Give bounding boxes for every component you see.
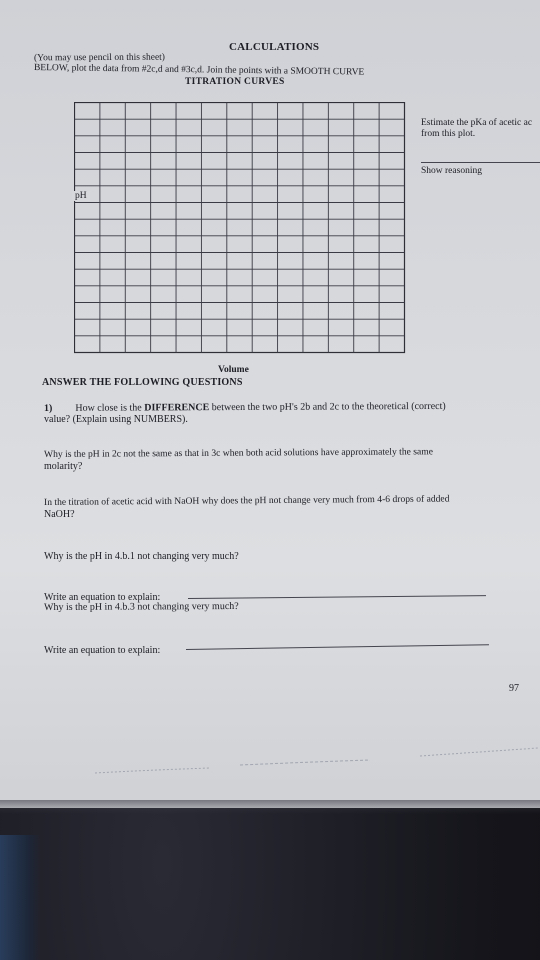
question-3: In the titration of acetic acid with NaOH why does the pH not change very much from 4-6 drops of added: [43, 493, 450, 508]
answer-line-equation-1: [188, 595, 486, 599]
blue-object-edge: [0, 835, 40, 960]
answer-line-equation-2: [186, 644, 489, 650]
pencil-note: (You may use pencil on this sheet): [33, 52, 165, 64]
x-axis-label: Volume: [218, 365, 249, 375]
question-3-line2: NaOH?: [44, 509, 75, 520]
page-bottom-edge: [0, 800, 540, 814]
graph-subtitle: TITRATION CURVES: [185, 77, 285, 87]
titration-graph-grid: [74, 102, 406, 354]
bleed-through-marks: [90, 740, 540, 780]
y-axis-label: pH: [72, 191, 90, 201]
question-1-line2: value? (Explain using NUMBERS).: [44, 414, 188, 425]
page-title: CALCULATIONS: [229, 41, 320, 53]
question-5: Why is the pH in 4.b.3 not changing very much?: [43, 600, 239, 613]
questions-heading: ANSWER THE FOLLOWING QUESTIONS: [42, 377, 243, 388]
pka-prompt-line2: from this plot.: [421, 129, 476, 139]
question-4: Why is the pH in 4.b.1 not changing very much?: [44, 551, 239, 562]
answer-line-pka: [421, 162, 540, 163]
show-reasoning-label: Show reasoning: [421, 166, 482, 176]
question-2-line2: molarity?: [44, 461, 83, 472]
plot-instruction: BELOW, plot the data from #2c,d and #3c,d. Join the points with a SMOOTH CURVE: [33, 63, 365, 78]
pka-prompt: Estimate the pKa of acetic ac: [421, 118, 533, 128]
equation-prompt-1: Write an equation to explain:: [44, 592, 161, 603]
question-1: 1) How close is the DIFFERENCE between the two pH's 2b and 2c to the theoretical (correct): [43, 400, 446, 414]
equation-prompt-2: Write an equation to explain:: [44, 645, 161, 656]
question-2: Why is the pH in 2c not the same as that in 3c when both acid solutions have approximately the same: [43, 446, 434, 460]
page-number: 97: [509, 683, 519, 694]
